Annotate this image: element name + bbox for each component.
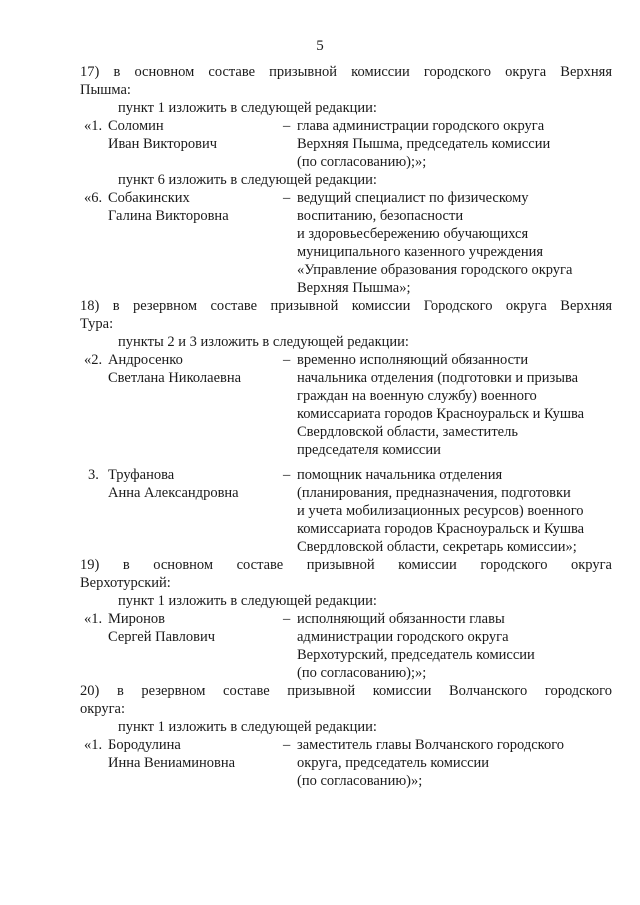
entry-position-line: и здоровьесбережению обучающихся: [297, 226, 529, 242]
entry-position-line: «Управление образования городского округа: [297, 262, 573, 278]
section-19-instruction: пункт 1 изложить в следующей редакции:: [118, 593, 377, 609]
entry-position-line: (планирования, предназначения, подготовки: [297, 485, 571, 501]
entry-position-line: (по согласованию);»;: [297, 154, 427, 170]
entry-position-line: Верхняя Пышма, председатель комиссии: [297, 136, 551, 152]
section-19-heading-line-1: 19) в основном составе призывной комиссии городского округа: [80, 557, 612, 573]
entry-position-line: администрации городского округа: [297, 629, 509, 645]
section-18-instruction: пункты 2 и 3 изложить в следующей редакции:: [118, 334, 409, 350]
entry-position-line: воспитанию, безопасности: [297, 208, 464, 224]
entry-dash: –: [283, 611, 291, 627]
section-19-heading-line-2: Верхотурский:: [80, 575, 171, 591]
section-20-instruction: пункт 1 изложить в следующей редакции:: [118, 719, 377, 735]
entry-surname: Андросенко: [108, 352, 183, 368]
page-number: 5: [316, 38, 324, 54]
entry-position-line: Свердловской области, заместитель: [297, 424, 518, 440]
section-18-heading-line-1: 18) в резервном составе призывной комиссии Городского округа Верхняя: [80, 298, 612, 314]
entry-number: 3.: [88, 467, 99, 483]
entry-position-line: комиссариата городов Красноуральск и Кушва: [297, 521, 585, 537]
entry-surname: Бородулина: [108, 737, 181, 753]
entry-position-line: муниципального казенного учреждения: [297, 244, 544, 260]
entry-dash: –: [283, 737, 291, 753]
section-17-heading-line-2: Пышма:: [80, 82, 131, 98]
entry-position-line: Верхотурский, председатель комиссии: [297, 647, 535, 663]
entry-dash: –: [283, 352, 291, 368]
entry-number: «2.: [84, 352, 103, 368]
entry-surname: Соломин: [108, 118, 164, 134]
entry-dash: –: [283, 467, 291, 483]
entry-given-names: Анна Александровна: [108, 485, 239, 501]
entry-position-line: граждан на военную службу) военного: [297, 388, 537, 404]
entry-surname: Труфанова: [108, 467, 175, 483]
entry-position-line: Верхняя Пышма»;: [297, 280, 411, 296]
entry-surname: Собакинских: [108, 190, 190, 206]
section-20-heading-line-2: округа:: [80, 701, 126, 717]
entry-dash: –: [283, 118, 291, 134]
entry-number: «1.: [84, 118, 103, 134]
entry-position-line: (по согласованию);»;: [297, 665, 427, 681]
entry-number: «1.: [84, 611, 103, 627]
entry-given-names: Инна Вениаминовна: [108, 755, 236, 771]
entry-position-line: временно исполняющий обязанности: [297, 352, 529, 368]
entry-position-line: заместитель главы Волчанского городского: [297, 737, 565, 753]
section-20-heading-line-1: 20) в резервном составе призывной комиссии Волчанского городского: [80, 683, 612, 699]
entry-number: «1.: [84, 737, 103, 753]
entry-position-line: комиссариата городов Красноуральск и Кушва: [297, 406, 585, 422]
entry-position-line: глава администрации городского округа: [297, 118, 545, 134]
entry-given-names: Сергей Павлович: [108, 629, 216, 645]
entry-position-line: (по согласованию)»;: [297, 773, 423, 789]
entry-surname: Миронов: [108, 611, 166, 627]
entry-given-names: Иван Викторович: [108, 136, 218, 152]
entry-position-line: председателя комиссии: [297, 442, 441, 458]
entry-position-line: помощник начальника отделения: [297, 467, 503, 483]
section-17-heading-line-1: 17) в основном составе призывной комиссии городского округа Верхняя: [80, 64, 612, 80]
entry-position-line: и учета мобилизационных ресурсов) военного: [297, 503, 584, 519]
section-18-heading-line-2: Тура:: [80, 316, 114, 332]
entry-position-line: ведущий специалист по физическому: [297, 190, 529, 206]
entry-position-line: исполняющий обязанности главы: [297, 611, 505, 627]
entry-position-line: Свердловской области, секретарь комиссии»;: [297, 539, 577, 555]
entry-dash: –: [283, 190, 291, 206]
entry-position-line: округа, председатель комиссии: [297, 755, 490, 771]
section-17-instruction-1: пункт 1 изложить в следующей редакции:: [118, 100, 377, 116]
entry-position-line: начальника отделения (подготовки и призыва: [297, 370, 579, 386]
entry-given-names: Галина Викторовна: [108, 208, 229, 224]
entry-number: «6.: [84, 190, 103, 206]
entry-given-names: Светлана Николаевна: [108, 370, 242, 386]
section-17-instruction-2: пункт 6 изложить в следующей редакции:: [118, 172, 377, 188]
